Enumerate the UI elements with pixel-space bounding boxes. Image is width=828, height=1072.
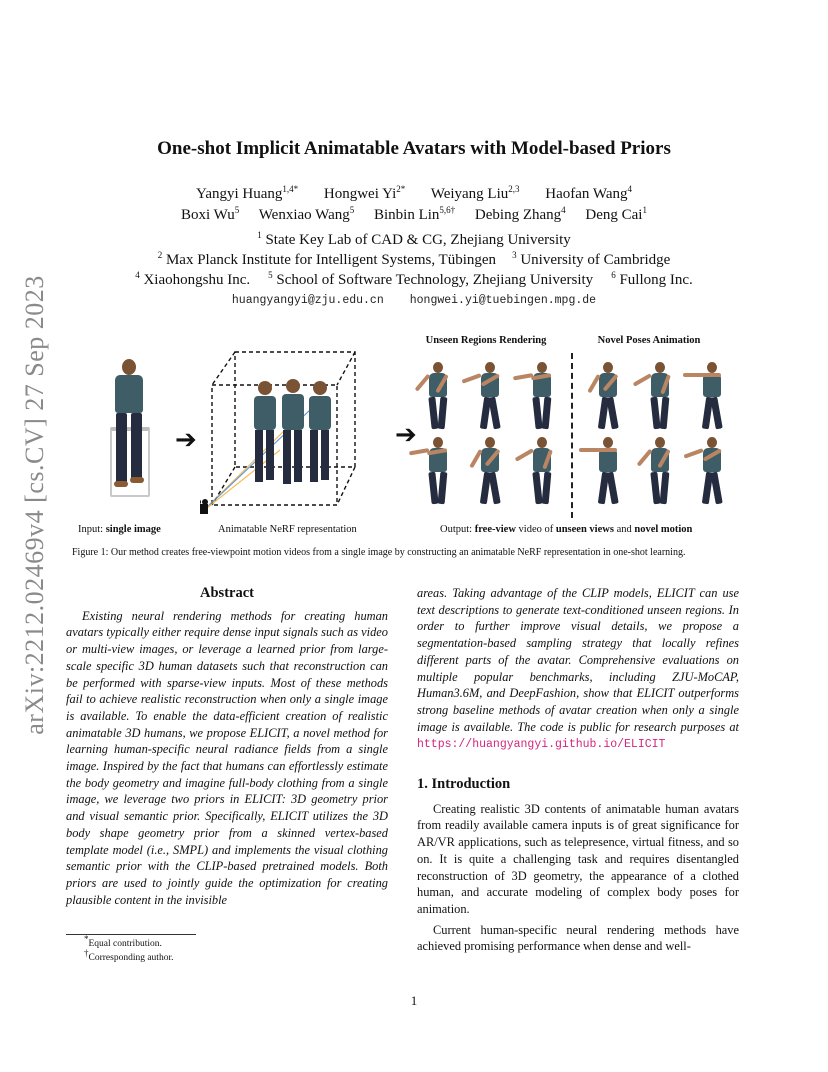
affiliation-line-3: $^4$ Xiaohongshu Inc. $^5$ School of Software Technology, Zhejiang University $^6$ Fullong Inc.: [135, 270, 693, 288]
rendered-avatar: [637, 360, 683, 432]
author: Hongwei $Yi^{2*}$: [323, 184, 406, 202]
rendered-avatar: [519, 360, 565, 432]
label-unseen-regions: Unseen Regions Rendering: [425, 335, 547, 346]
intro-heading: 1. Introduction: [417, 776, 511, 793]
caption-input: Input: single image: [78, 524, 161, 535]
author: Debing Zhang$^4$: [474, 205, 566, 223]
affiliation-line-2: $^2$ Max Planck Institute for Intelligent Systems, Tübingen $^3$ University of Cambridge: [157, 250, 671, 268]
email[interactable]: huangyangyi@zju.edu.cn: [231, 294, 384, 307]
rendered-avatar: [689, 435, 735, 507]
author: Yangyi Huang$^{1,4*}$: [195, 184, 299, 202]
footnote-equal: *Equal contribution.: [84, 934, 162, 950]
figure-caption: Figure 1: Our method creates free-viewpoint motion videos from a single image by constructing an animatable NeRF representation in one-shot learning.: [72, 547, 686, 558]
author: Weiyang Liu$^{2,3}$: [430, 184, 520, 202]
figure-1: [60, 325, 760, 540]
email[interactable]: hongwei.yi@tuebingen.mpg.de: [409, 294, 597, 307]
input-image: [94, 355, 166, 505]
rendered-avatar: [637, 435, 683, 507]
author-emails: [0, 294, 828, 307]
intro-paragraph-1: Creating realistic 3D contents of animatable human avatars from readily available camera inputs is of great significance for AR/VR applications, such as telepresence, virtual fitness, and so on. It is quite a challenging task and requires disentangled reconstruction of 3D geometry, the appearance of a clothed human, and accurate modeling of complex body poses for animation.: [417, 801, 739, 916]
nerf-cube: [200, 340, 405, 520]
page-number: 1: [410, 993, 418, 1008]
arxiv-id: arXiv:2212.02469v4 [cs.CV] 27 Sep 2023: [20, 275, 49, 735]
affiliation-line-1: $^1$ State Key Lab of CAD & CG, Zhejiang University: [257, 230, 571, 248]
abstract-text-right: areas. Taking advantage of the CLIP models, ELICIT can use text descriptions to generate text-conditioned unseen regions. In order to further improve visual details, we propose a segmentation-based sampling strategy that locally refines different parts of the avatar. Comprehensive evaluations on multiple popular benchmarks, including ZJU-MoCAP, Human3.6M, and DeepFashion, show that ELICIT outperforms strong baseline methods of avatar creation when only a single image is available. The code is public for research purposes at https://huangyangyi.github.io/ELICIT: [417, 586, 739, 752]
abstract-text-left: Existing neural rendering methods for creating human avatars typically either require dense input signals such as video or multi-view images, or leverage a learned prior from large-scale specific 3D human datasets such that reconstruction can be performed with sparse-view inputs. Most of these methods fail to achieve realistic reconstruction when only a single image is available. To enable the data-efficient creation of realistic animatable 3D humans, we propose ELICIT, a novel method for learning human-specific neural radiance fields from a single image. Inspired by the fact that humans can effortlessly estimate the body geometry and imagine full-body clothing from a single image, we leverage two priors in ELICIT: 3D geometry prior and visual semantic prior. Specifically, ELICIT utilizes the 3D body shape geometry prior from a skinned vertex-based template model (i.e., SMPL) and implements the visual clothing semantic prior with the CLIP-based pretrained models. Both priors are used to jointly guide the optimization for creating plausible content in the invisible: [66, 608, 388, 907]
label-novel-poses: Novel Poses Animation: [597, 335, 701, 346]
intro-paragraph-2: Current human-specific neural rendering methods have achieved promising performance when dense and well-: [417, 922, 739, 954]
caption-nerf: Animatable NeRF representation: [218, 524, 357, 535]
rendered-avatar: [689, 360, 735, 432]
footnote-corresponding: †Corresponding author.: [84, 948, 174, 964]
authors-line-1: [0, 186, 828, 203]
arxiv-stamp: [20, 275, 50, 735]
author: Binbin Lin$^{5,6\dagger}$: [374, 205, 456, 223]
authors-line-2: [0, 207, 828, 224]
rendered-avatar: [519, 435, 565, 507]
author: Deng Cai$^1$: [585, 205, 647, 223]
rendered-avatar: [585, 360, 631, 432]
project-link[interactable]: https://huangyangyi.github.io/ELICIT: [417, 738, 666, 752]
abstract-heading: Abstract: [200, 585, 254, 601]
caption-output: Output: free-view video of unseen views and novel motion: [440, 524, 693, 535]
rendered-avatar: [467, 435, 513, 507]
author: Boxi Wu$^5$: [181, 205, 240, 223]
output-grid: [415, 360, 745, 520]
rendered-avatar: [585, 435, 631, 507]
arrow-right-icon: ➔: [175, 425, 197, 455]
author: Wenxiao Wang$^5$: [258, 205, 355, 223]
rendered-avatar: [415, 435, 461, 507]
left-column: [66, 585, 388, 908]
paper-title: One-shot Implicit Animatable Avatars with Model-based Priors: [157, 138, 671, 159]
rendered-avatar: [467, 360, 513, 432]
arrow-right-icon: ➔: [395, 420, 417, 450]
author: Haofan Wang$^4$: [545, 184, 633, 202]
rendered-avatar: [415, 360, 461, 432]
right-column: [417, 585, 739, 955]
